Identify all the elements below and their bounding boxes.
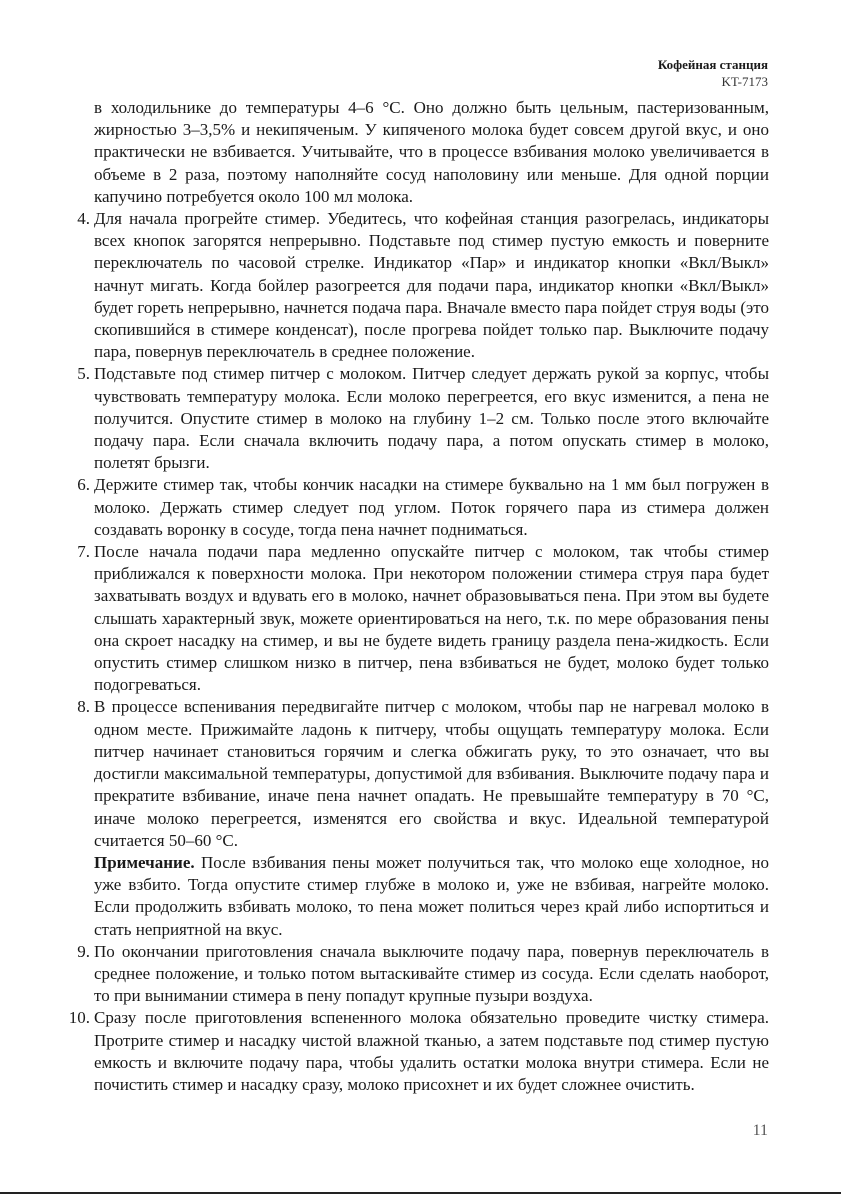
intro-paragraph: в холодильнике до температуры 4–6 °С. Оно должно быть цельным, пастеризованным, жирностью 3–3,5% и некипяченым. У кипяченого молока будет совсем другой вкус, и оно практически не взбивается. Учитывайте, что в процессе взбивания молоко увеличивается в объеме в 2 раза, поэтому наполняйте сосуд наполовину или меньше. Для одной порции капучино потребуется около 100 мл молока. bbox=[94, 98, 769, 206]
item-number: 4. bbox=[77, 209, 90, 229]
item-text: По окончании приготовления сначала выключите подачу пара, повернув переключатель в среднее положение, и только потом вытаскивайте стимер из сосуда. Если сделать наоборот, то при вынимании стимера в пену попадут крупные пузыри воздуха. bbox=[94, 941, 769, 1006]
header-title: Кофейная станция bbox=[657, 57, 768, 72]
list-item-9 bbox=[77, 941, 769, 1008]
page-number: 11 bbox=[752, 1122, 768, 1139]
item-number: 6. bbox=[77, 475, 90, 495]
list-item-4 bbox=[77, 208, 769, 363]
note-text: После взбивания пены может получиться так, что молоко еще холодное, но уже взбито. Тогда опустите стимер глубже в молоко и, уже не взбивая, нагрейте молоко. Если продолжить взбивать молоко, то пена может политься через край либо испортиться и стать неприятной на вкус. bbox=[94, 852, 769, 939]
item-number: 5. bbox=[77, 364, 90, 384]
note-label: Примечание. bbox=[94, 852, 195, 872]
item-text: После начала подачи пара медленно опускайте питчер с молоком, так чтобы стимер приближался к поверхности молока. При некотором положении стимера струя пара будет захватывать воздух и вдувать его в молоко, начнет образовываться пена. При этом вы будете слышать характерный звук, можете ориентироваться на него, т.к. по мере образования пены она скроет насадку на стимер, и вы не будете видеть границу раздела пена-жидкость. Если опустить стимер слишком низко в питчер, пена взбиваться не будет, молоко будет только подогреваться. bbox=[94, 542, 769, 695]
item-number: 7. bbox=[77, 542, 90, 562]
list-item-5 bbox=[77, 363, 769, 474]
item-number: 9. bbox=[77, 941, 90, 961]
item-number: 8. bbox=[77, 697, 90, 717]
item-text: Для начала прогрейте стимер. Убедитесь, что кофейная станция разогрелась, индикаторы всех кнопок загорятся непрерывно. Подставьте под стимер пустую емкость и поверните переключатель по часовой стрелке. Индикатор «Пар» и индикатор кнопки «Вкл/Выкл» начнут мигать. Когда бойлер разогреется для подачи пара, индикатор кнопки «Вкл/Выкл» будет гореть непрерывно, начнется подача пара. Вначале вместо пара пойдет струя воды (это скопившийся в стимере конденсат), после прогрева пойдет только пар. Выключите подачу пара, повернув переключатель в среднее положение. bbox=[94, 209, 769, 362]
list-item-8 bbox=[77, 696, 769, 940]
item-text: Держите стимер так, чтобы кончик насадки на стимере буквально на 1 мм был погружен в молоко. Держать стимер следует под углом. Поток горячего пара из стимера должен создавать воронку в сосуде, тогда пена начнет подниматься. bbox=[94, 475, 769, 539]
item-text: В процессе вспенивания передвигайте питчер с молоком, чтобы пар не нагревал молоко в одном месте. Прижимайте ладонь к питчеру, чтобы ощущать температуру молока. Если питчер начинает становиться горячим и слегка обжигать руку, то это означает, что вы достигли максимальной температуры, допустимой для взбивания. Выключите подачу пара и прекратите взбивание, иначе пена начнет опадать. Не превышайте температуру в 70 °С, иначе молоко перегреется, изменятся его свойства и вкус. Идеальной температурой считается 50–60 °С. bbox=[94, 697, 769, 850]
note-paragraph bbox=[94, 852, 769, 941]
instruction-text bbox=[68, 97, 769, 1096]
list-item-10 bbox=[68, 1007, 769, 1096]
header-model: KT-7173 bbox=[721, 74, 768, 89]
item-text: Подставьте под стимер питчер с молоком. Питчер следует держать рукой за корпус, чтобы чувствовать температуру молока. Если молоко перегреется, его вкус изменится, а пена не получится. Опустите стимер в молоко на глубину 1–2 см. Только после этого включайте подачу пара. Если сначала включить подачу пара, а потом опускать стимер в молоко, полетят брызги. bbox=[94, 364, 769, 473]
list-item-7 bbox=[77, 541, 769, 696]
item-text: Сразу после приготовления вспененного молока обязательно проведите чистку стимера. Протрите стимер и насадку чистой влажной тканью, а затем подставьте под стимер пустую емкость и включите подачу пара, чтобы удалить остатки молока внутри стимера. Если не почистить стимер и насадку сразу, молоко присохнет и их будет сложнее очистить. bbox=[94, 1008, 769, 1094]
list-item-6 bbox=[77, 474, 769, 541]
item-number: 10. bbox=[68, 1008, 90, 1028]
page-header bbox=[658, 56, 768, 90]
